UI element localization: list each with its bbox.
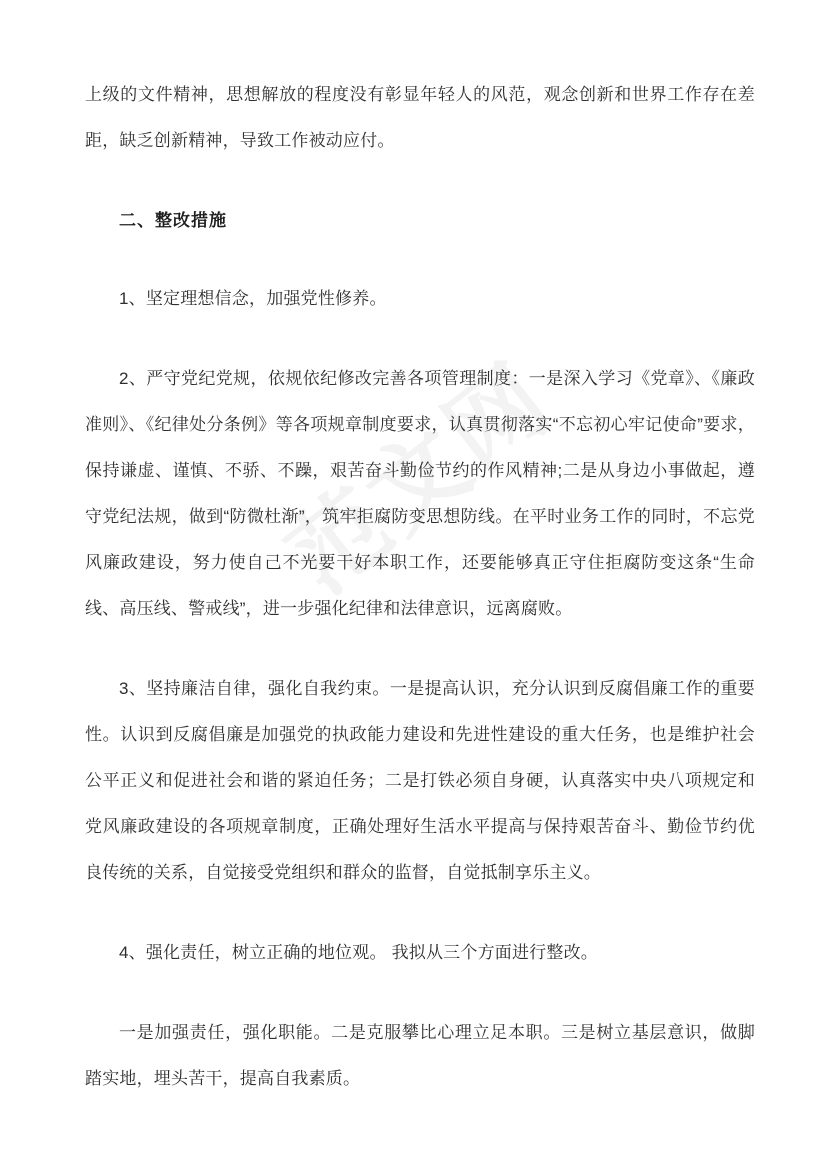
paragraph-opening: 上级的文件精神，思想解放的程度没有彰显年轻人的风范，观念创新和世界工作存在差距，缺乏创新精神，导致工作被动应付。 bbox=[85, 85, 755, 150]
spacer bbox=[85, 918, 755, 930]
spacer bbox=[85, 998, 755, 1010]
paragraph-item-1: 1、坚定理想信念，加强党性修养。 bbox=[119, 289, 387, 308]
spacer bbox=[85, 186, 755, 198]
paragraph-item-4-details: 一是加强责任，强化职能。二是克服攀比心理立足本职。三是树立基层意识，做脚踏实地，埋头苦干，提高自我素质。 bbox=[85, 1023, 755, 1088]
spacer bbox=[85, 654, 755, 666]
spacer bbox=[85, 344, 755, 356]
spacer bbox=[85, 264, 755, 276]
paragraph-item-2: 2、严守党纪党规，依规依纪修改完善各项管理制度：一是深入学习《党章》、《廉政准则》、《纪律处分条例》等各项规章制度要求，认真贯彻落实“不忘初心牢记使命”要求，保持谦虚、谨慎、不骄、不躁，艰苦奋斗勤俭节约的作风精神;二是从身边小事做起，遵守党纪法规，做到“防微杜渐”，筑牢拒腐防变思想防线。在平时业务工作的同时，不忘党风廉政建设，努力使自己不光要干好本职工作，还要能够真正守住拒腐防变这条“生命线、高压线、警戒线”，进一步强化纪律和法律意识，远离腐败。 bbox=[85, 369, 755, 618]
section-heading-corrective-measures: 二、整改措施 bbox=[119, 211, 227, 230]
paragraph-item-4: 4、强化责任，树立正确的地位观。 我拟从三个方面进行整改。 bbox=[119, 943, 598, 962]
paragraph-item-3: 3、坚持廉洁自律，强化自我约束。一是提高认识，充分认识到反腐倡廉工作的重要性。认识到反腐倡廉是加强党的执政能力建设和先进性建设的重大任务，也是维护社会公平正义和促进社会和谐的紧迫任务；二是打铁必须自身硬，认真落实中央八项规定和党风廉政建设的各项规章制度，正确处理好生活水平提高与保持艰苦奋斗、勤俭节约优良传统的关系，自觉接受党组织和群众的监督，自觉抵制享乐主义。 bbox=[85, 679, 755, 882]
